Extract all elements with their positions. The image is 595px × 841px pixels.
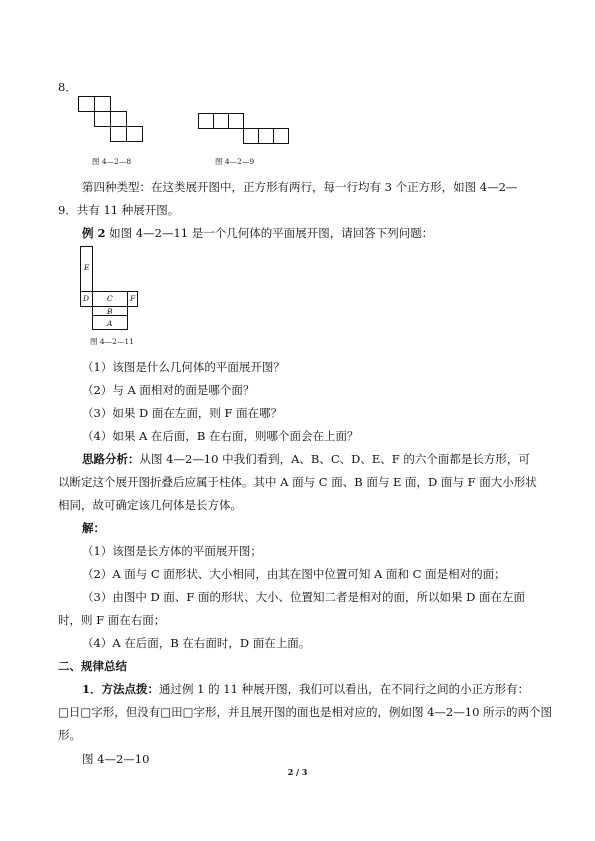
- example-text: 如图 4—2—11 是一个几何体的平面展开图，请回答下列问题：: [109, 226, 434, 240]
- page-number: 2 / 3: [287, 767, 308, 777]
- net-label-a: A: [107, 319, 113, 328]
- paragraph-type4-line2: 9．共有 11 种展开图。: [58, 203, 180, 217]
- solution-1: （1）该图是长方体的平面展开图；: [82, 544, 262, 558]
- question-1: （1）该图是什么几何体的平面展开图？: [82, 360, 285, 374]
- tip-line2: □日□字形，但没有□田□字形，并且展开图的面也是相对应的，例如图 4—2—10 所示的两个图: [58, 705, 553, 719]
- net-label-e: E: [84, 263, 90, 272]
- figure-4-2-11-caption: 图 4—2—11: [90, 337, 134, 346]
- section-heading: 二、规律总结: [58, 659, 127, 673]
- analysis-line3: 相同，故可确定该几何体是长方体。: [58, 498, 242, 512]
- example-2: [82, 226, 433, 240]
- net-label-b: B: [107, 307, 113, 316]
- tip-label: 1．方法点拨：: [82, 682, 160, 696]
- net-label-f: F: [130, 294, 136, 303]
- solution-3a: （3）由图中 D 面、F 面的形状、大小、位置知二者是相对的面，所以如果 D 面在左面: [82, 590, 526, 604]
- figure-4-2-10-reference: 图 4—2—10: [82, 752, 150, 766]
- figure-4-2-8: [78, 96, 158, 144]
- question-4: （4）如果 A 在后面，B 在右面，则哪个面会在上面？: [82, 429, 359, 443]
- paragraph-type4-line1: 第四种类型：在这类展开图中，正方形有两行，每一行均有 3 个正方形，如图 4—2—: [82, 180, 518, 194]
- figure-4-2-8-caption: 图 4—2—8: [92, 157, 132, 166]
- tip-text-1: 通过例 1 的 11 种展开图，我们可以看出，在不同行之间的小正方形有：: [159, 682, 530, 696]
- tip-line1: [82, 682, 529, 696]
- item-number: 8．: [58, 80, 77, 94]
- question-2: （2）与 A 面相对的面是哪个面？: [82, 383, 255, 397]
- tip-line3: 形。: [58, 728, 81, 742]
- analysis-line2: 以断定这个展开图折叠后应属于柱体。其中 A 面与 C 面、B 面与 E 面，D 面与 F 面大小形状: [58, 475, 537, 489]
- net-label-c: C: [107, 294, 113, 303]
- example-label: 例 2: [82, 226, 106, 240]
- figure-4-2-11: [80, 246, 140, 332]
- question-3: （3）如果 D 面在左面，则 F 面在哪？: [82, 406, 283, 420]
- solution-3b: 时，则 F 面在右面；: [58, 613, 166, 627]
- net-label-d: D: [83, 294, 90, 303]
- solution-4: （4）A 在后面，B 在右面时，D 面在上面。: [82, 636, 311, 650]
- analysis-text-1: 从图 4—2—10 中我们看到，A、B、C、D、E、F 的六个面都是长方形，可: [139, 452, 530, 466]
- analysis-line1: [82, 452, 530, 466]
- solution-label: 解：: [82, 521, 105, 535]
- analysis-label: 思路分析：: [82, 452, 140, 466]
- solution-2: （2）A 面与 C 面形状、大小相同，由其在图中位置可知 A 面和 C 面是相对的面；: [82, 567, 506, 581]
- figure-4-2-9: [198, 113, 298, 145]
- figure-4-2-9-caption: 图 4—2—9: [215, 157, 255, 166]
